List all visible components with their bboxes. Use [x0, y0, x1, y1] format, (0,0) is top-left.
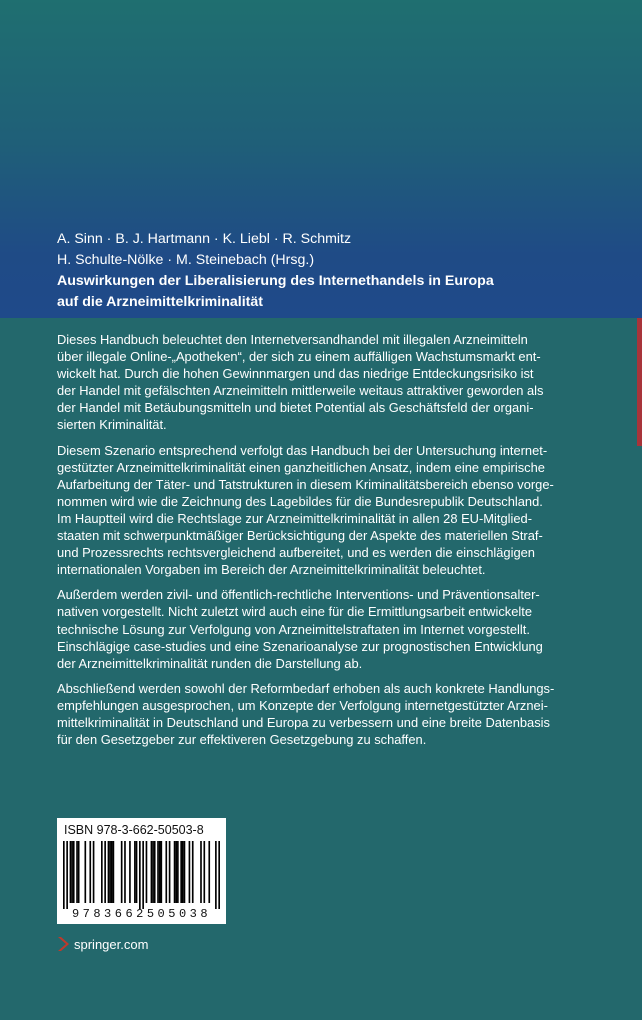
barcode-bar	[165, 841, 167, 903]
barcode-bar	[161, 841, 163, 903]
isbn-label: ISBN 978-3-662-50503-8	[64, 823, 204, 837]
barcode-bar	[139, 841, 141, 909]
barcode-bar	[159, 841, 161, 903]
barcode-bar	[146, 841, 148, 903]
barcode-bar	[182, 841, 184, 903]
blurb-paragraph	[57, 680, 623, 748]
barcode-bar	[200, 841, 202, 903]
blurb-paragraph	[57, 442, 623, 579]
barcode-bar	[76, 841, 78, 903]
blurb-line: Abschließend werden sowohl der Reformbedarf erhoben als auch konkrete Handlungs-	[57, 680, 555, 696]
blurb-line: Diesem Szenario entsprechend verfolgt das Handbuch bei der Untersuchung internet-	[57, 442, 548, 458]
barcode-bar	[151, 841, 153, 903]
blurb-line: wickelt hat. Durch die hohen Gewinnmargen und das niedrige Entdeckungsrisiko ist	[57, 366, 534, 382]
authors-line-2: H. Schulte-Nölke · M. Steinebach (Hrsg.)	[57, 252, 315, 268]
barcode-bar	[180, 841, 182, 903]
barcode-bar	[177, 841, 179, 903]
blurb-line: Dieses Handbuch beleuchtet den Internetversandhandel mit illegalen Arzneimitteln	[57, 332, 528, 347]
blurb-line: Außerdem werden zivil- und öffentlich-rechtliche Interventions- und Präventionsalter-	[57, 587, 540, 603]
blurb-line: Im Hauptteil wird die Rechtslage zur Arzneimittelkriminalität in allen 28 EU-Mitglied-	[57, 510, 532, 526]
barcode-bar	[63, 841, 65, 909]
barcode	[63, 841, 220, 909]
barcode-bar	[89, 841, 91, 903]
blurb	[57, 331, 623, 756]
publisher-footer	[57, 936, 148, 952]
barcode-bar	[184, 841, 186, 903]
barcode-bar	[124, 841, 126, 903]
blurb-line: technische Lösung zur Verfolgung von Arzneimittelstraftaten im Internet vorgestellt.	[57, 621, 530, 637]
barcode-bar	[134, 841, 136, 903]
publisher-url: springer.com	[74, 936, 149, 952]
barcode-bar	[71, 841, 73, 903]
blurb-line: gestützter Arzneimittelkriminalität einen ganzheitlichen Ansatz, indem eine empirische	[57, 459, 545, 475]
isbn-barcode-box	[57, 818, 226, 924]
barcode-bar	[203, 841, 205, 903]
barcode-bar	[208, 841, 210, 903]
barcode-bar	[93, 841, 95, 903]
barcode-bar	[104, 841, 106, 903]
blurb-line: der Arzneimittelkriminalität runden die Darstellung ab.	[57, 655, 363, 671]
barcode-bar	[121, 841, 123, 903]
barcode-bar	[142, 841, 144, 909]
book-title-line-1: Auswirkungen der Liberalisierung des Internethandels in Europa	[57, 273, 494, 289]
blurb-line: der Handel mit gefälschten Arzneimitteln mittlerweile weitaus attraktiver geworden als	[57, 383, 544, 399]
blurb-line: nativen vorgestellt. Nicht zuletzt wird auch eine für die Ermittlungsarbeit entwickelte	[57, 604, 533, 620]
blurb-paragraph	[57, 586, 623, 671]
barcode-bar	[84, 841, 86, 903]
barcode-bar	[129, 841, 131, 903]
barcode-bar	[157, 841, 159, 903]
barcode-bar	[174, 841, 176, 903]
barcode-bar	[101, 841, 103, 903]
barcode-bar	[169, 841, 171, 903]
blurb-line: nommen wird wie die Zeichnung des Lagebildes für die Bundesrepublik Deutschland.	[57, 493, 543, 509]
barcode-bar	[175, 841, 177, 903]
springer-chevron-icon	[57, 936, 69, 952]
barcode-bar	[70, 841, 72, 903]
blurb-line: über illegale Online-„Apotheken“, der sich zu einem auffälligen Wachstumsmarkt ent-	[57, 349, 541, 365]
barcode-bar	[109, 841, 111, 903]
blurb-line: Einschlägige case-studies und eine Szenarioanalyse zur prognostischen Entwicklung	[57, 638, 543, 654]
barcode-bar	[136, 841, 138, 903]
barcode-bar	[154, 841, 156, 903]
barcode-bar	[108, 841, 110, 903]
blurb-line: für den Gesetzgeber zur effektiveren Gesetzgebung zu schaffen.	[57, 732, 427, 748]
blurb-paragraph	[57, 331, 623, 434]
blurb-line: staaten mit schwerpunktmäßiger Berücksichtigung der Aspekte des materiellen Straf-	[57, 528, 543, 544]
barcode-bar	[189, 841, 191, 903]
barcode-bar	[73, 841, 75, 903]
barcode-bar	[215, 841, 217, 909]
accent-stripe	[637, 318, 642, 446]
blurb-line: der Handel mit Betäubungsmitteln und bietet Potential als Geschäftsfeld der organi-	[57, 400, 534, 416]
authors-line-1: A. Sinn · B. J. Hartmann · K. Liebl · R. Schmitz	[57, 231, 352, 247]
barcode-bar	[111, 841, 113, 903]
blurb-line: sierten Kriminalität.	[57, 417, 167, 433]
blurb-line: internationalen Vorgaben im Bereich der Arzneimittelkriminalität beleuchtet.	[57, 562, 486, 578]
blurb-line: mittelkriminalität in Deutschland und Europa zu verbessern und eine breite Datenbasis	[57, 714, 550, 730]
ean-digits: 9783662505038	[71, 907, 212, 921]
barcode-bar	[218, 841, 220, 909]
book-title-line-2: auf die Arzneimittelkriminalität	[57, 294, 264, 310]
blurb-line: empfehlungen ausgesprochen, um Konzepte der Verfolgung internetgestützter Arznei-	[57, 697, 548, 713]
barcode-bar	[78, 841, 80, 903]
blurb-line: und Prozessrechts rechtsvergleichend aufbereitet, und es werden die einschlägigen	[57, 545, 535, 561]
blurb-line: Aufarbeitung der Täter- und Tatstrukturen in diesem Kriminalitätsbereich ebenso vorge-	[57, 476, 554, 492]
barcode-bar	[113, 841, 115, 903]
barcode-bar	[152, 841, 154, 903]
header-text	[57, 229, 617, 313]
barcode-bar	[192, 841, 194, 903]
barcode-bar	[66, 841, 68, 909]
